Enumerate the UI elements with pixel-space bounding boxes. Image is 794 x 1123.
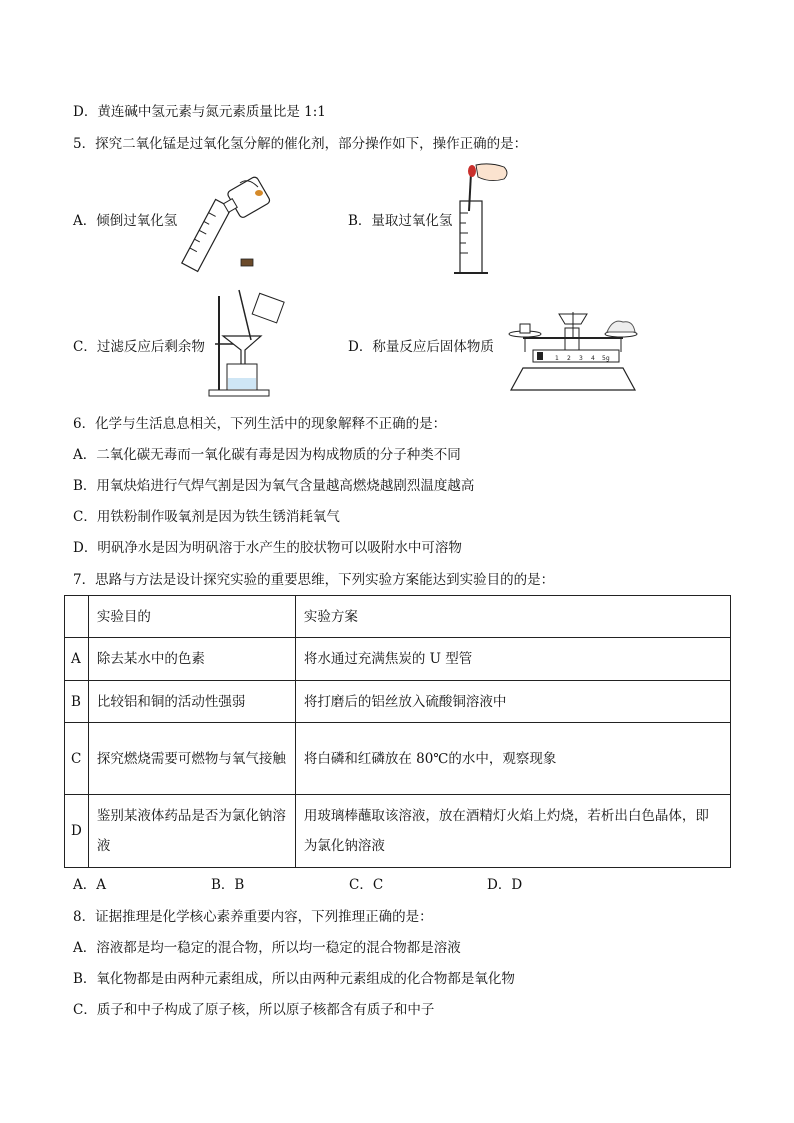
q7-answer-c: C．C — [349, 877, 384, 893]
row-purpose: 比较铝和铜的活动性强弱 — [88, 681, 295, 723]
header-key — [65, 596, 89, 638]
table-row — [65, 681, 731, 723]
q5-option-c: C．过滤反应后剩余物 — [73, 339, 205, 355]
q6-option-d: D．明矾净水是因为明矾溶于水产生的胶状物可以吸附水中可溶物 — [73, 540, 462, 556]
q7-answer-b: B．B — [211, 877, 245, 893]
scale-label-2: 2 — [567, 355, 571, 362]
filtration-figure — [205, 288, 305, 400]
header-plan: 实验方案 — [295, 596, 730, 638]
scale-label-4: 4 — [591, 355, 595, 362]
balance-scale-figure — [503, 298, 643, 394]
scale-label-1: 1 — [555, 355, 559, 362]
scale-label-3: 3 — [579, 355, 583, 362]
row-purpose: 探究燃烧需要可燃物与氧气接触 — [88, 723, 295, 795]
q7-stem: 7．思路与方法是设计探究实验的重要思维，下列实验方案能达到实验目的的是： — [73, 572, 555, 588]
row-plan: 将水通过充满焦炭的 U 型管 — [295, 638, 730, 681]
scale-label-5g: 5g — [602, 355, 610, 362]
q6-option-c: C．用铁粉制作吸氧剂是因为铁生锈消耗氧气 — [73, 509, 340, 525]
q8-option-a: A．溶液都是均一稳定的混合物，所以均一稳定的混合物都是溶液 — [73, 940, 461, 956]
row-plan: 用玻璃棒蘸取该溶液，放在酒精灯火焰上灼烧，若析出白色晶体，即为氯化钠溶液 — [295, 795, 730, 868]
table-row — [65, 795, 731, 868]
q8-option-b: B．氧化物都是由两种元素组成，所以由两种元素组成的化合物都是氧化物 — [73, 971, 515, 987]
q4-option-d: D．黄连碱中氢元素与氮元素质量比是 1:1 — [73, 104, 326, 120]
q5-option-d: D．称量反应后固体物质 — [348, 339, 494, 355]
q7-answer-d: D．D — [487, 877, 523, 893]
row-plan: 将白磷和红磷放在 80℃的水中，观察现象 — [295, 723, 730, 795]
table-row — [65, 638, 731, 681]
row-plan: 将打磨后的铝丝放入硫酸铜溶液中 — [295, 681, 730, 723]
pouring-liquid-figure — [178, 175, 278, 275]
q8-option-c: C．质子和中子构成了原子核，所以原子核都含有质子和中子 — [73, 1002, 435, 1018]
row-purpose: 鉴别某液体药品是否为氯化钠溶液 — [88, 795, 295, 868]
table-header-row — [65, 596, 731, 638]
q5-stem: 5．探究二氧化锰是过氧化氢分解的催化剂，部分操作如下，操作正确的是： — [73, 136, 528, 152]
row-key: D — [65, 795, 89, 868]
row-key: C — [65, 723, 89, 795]
q6-option-b: B．用氧炔焰进行气焊气割是因为氧气含量越高燃烧越剧烈温度越高 — [73, 478, 475, 494]
q6-option-a: A．二氧化碳无毒而一氧化碳有毒是因为构成物质的分子种类不同 — [73, 447, 461, 463]
q8-stem: 8．证据推理是化学核心素养重要内容，下列推理正确的是： — [73, 909, 433, 925]
header-purpose: 实验目的 — [88, 596, 295, 638]
experiment-table — [64, 595, 731, 868]
q5-option-b: B．量取过氧化氢 — [348, 213, 453, 229]
measuring-cylinder-figure — [452, 163, 517, 280]
q5-option-a: A．倾倒过氧化氢 — [73, 213, 178, 229]
row-purpose: 除去某水中的色素 — [88, 638, 295, 681]
row-key: A — [65, 638, 89, 681]
row-key: B — [65, 681, 89, 723]
q6-stem: 6．化学与生活息息相关，下列生活中的现象解释不正确的是： — [73, 416, 447, 432]
table-row — [65, 723, 731, 795]
q7-answer-a: A．A — [73, 877, 106, 893]
